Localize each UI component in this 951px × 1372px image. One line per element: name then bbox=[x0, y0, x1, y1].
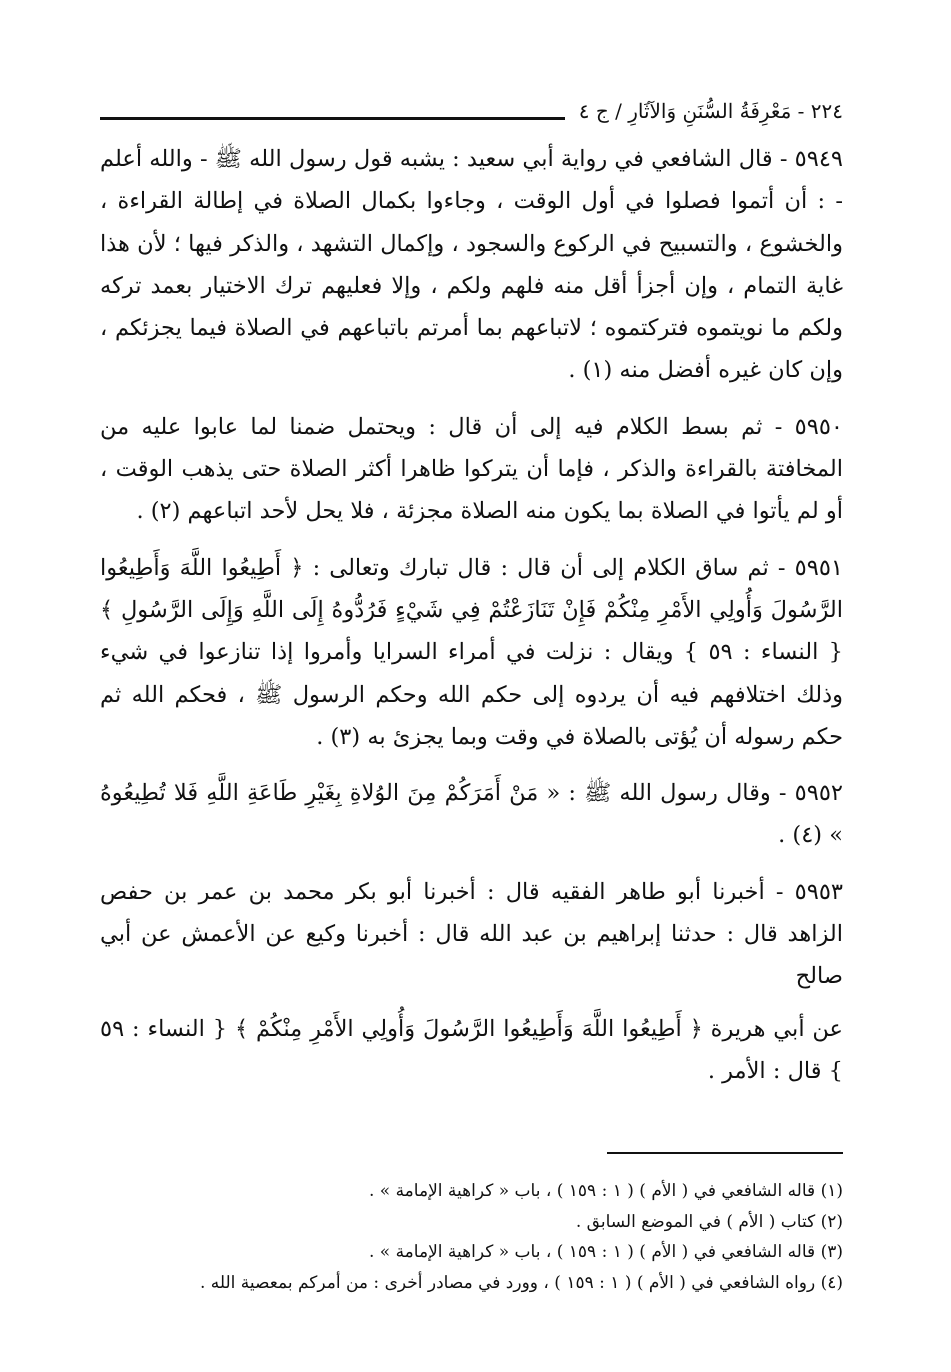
paragraph-5953: ٥٩٥٣ - أخبرنا أبو طاهر الفقيه قال : أخبرنا أبو بكر محمد بن عمر بن حفص الزاهد قال : حدثنا إبراهيم بن عبد الله قال : أخبرنا وكيع عن الأعمش عن أبي صالح bbox=[100, 878, 843, 990]
paragraph-5950: ٥٩٥٠ - ثم بسط الكلام فيه إلى أن قال : ويحتمل ضمنا لما عابوا عليه من المخافتة بالقراءة والذكر ، فإما أن يتركوا ظاهرا أكثر الصلاة حتى يذهب الوقت ، أو لم يأتوا في الصلاة بما يكون منه الصلاة مجزئة ، فلا يحل لأحد اتباعهم (٢) . bbox=[100, 413, 843, 525]
paragraph-5953-continued: عن أبي هريرة ﴿ أَطِيعُوا اللَّهَ وَأَطِيعُوا الرَّسُولَ وَأُولِي الأَمْرِ مِنْكُمْ ﴾ { النساء : ٥٩ } قال : الأمر . bbox=[100, 1015, 843, 1084]
footnote-3: (٣) قاله الشافعي في ( الأم ) ( ١ : ١٥٩ ) ، باب « كراهية الإمامة » . bbox=[368, 1242, 843, 1262]
footnote-4: (٤) رواه الشافعي في ( الأم ) ( ١ : ١٥٩ ) ، وورد في مصادر أخرى : من أمركم بمعصية الله . bbox=[199, 1272, 843, 1293]
header-title: ٢٢٤ - مَعْرِفَةُ السُّنَنِ وَالآثَارِ / ج ٤ bbox=[578, 99, 843, 123]
main-text bbox=[100, 138, 843, 1102]
footnote-rule bbox=[607, 1152, 843, 1154]
paragraph-5951: ٥٩٥١ - ثم ساق الكلام إلى أن قال : قال تبارك وتعالى : ﴿ أَطِيعُوا اللَّهَ وَأَطِيعُوا الرَّسُولَ وَأُولِي الأَمْرِ مِنْكُمْ فَإِنْ تَنَازَعْتُمْ فِي شَيْءٍ فَرُدُّوهُ إِلَى اللَّهِ وَإِلَى الرَّسُولِ ﴾ { النساء : ٥٩ } ويقال : نزلت في أمراء السرايا وأمروا إذا تنازعوا في شيء وذلك اختلافهم فيه أن يردوه إلى حكم الله وحكم الرسول ﷺ ، فحكم الله ثم حكم رسوله أن يُؤتى بالصلاة في وقت وبما يجزئ به (٣) . bbox=[100, 554, 843, 750]
footnotes bbox=[100, 1176, 843, 1298]
running-header bbox=[100, 88, 843, 124]
paragraph-5949: ٥٩٤٩ - قال الشافعي في رواية أبي سعيد : يشبه قول رسول الله ﷺ - والله أعلم - : أن أتموا فصلوا في أول الوقت ، وجاءوا بكمال الصلاة في إطالة القراءة ، والخشوع ، والتسبيح في الركوع والسجود ، وإكمال التشهد ، والذكر فيها ؛ لأن هذا غاية التمام ، وإن أجزأ أقل منه فلهم ولكم ، وإلا فعليهم ترك الاختيار بعمد تركه ولكم ما نويتموه فتركتموه ؛ لاتباعهم بما أمرتم باتباعهم في الصلاة فيما يجزئكم ، وإن كان غيره أفضل منه (١) . bbox=[100, 146, 843, 384]
footnote-1: (١) قاله الشافعي في ( الأم ) ( ١ : ١٥٩ ) ، باب « كراهية الإمامة » . bbox=[368, 1181, 843, 1201]
paragraph-5952: ٥٩٥٢ - وقال رسول الله ﷺ : « مَنْ أَمَرَكُمْ مِنَ الوُلاةِ بِغَيْرِ طَاعَةِ اللَّهِ فَلا تُطِيعُوهُ » (٤) . bbox=[100, 780, 843, 849]
footnote-2: (٢) كتاب ( الأم ) في الموضع السابق . bbox=[575, 1211, 843, 1232]
header-rule bbox=[100, 117, 565, 120]
